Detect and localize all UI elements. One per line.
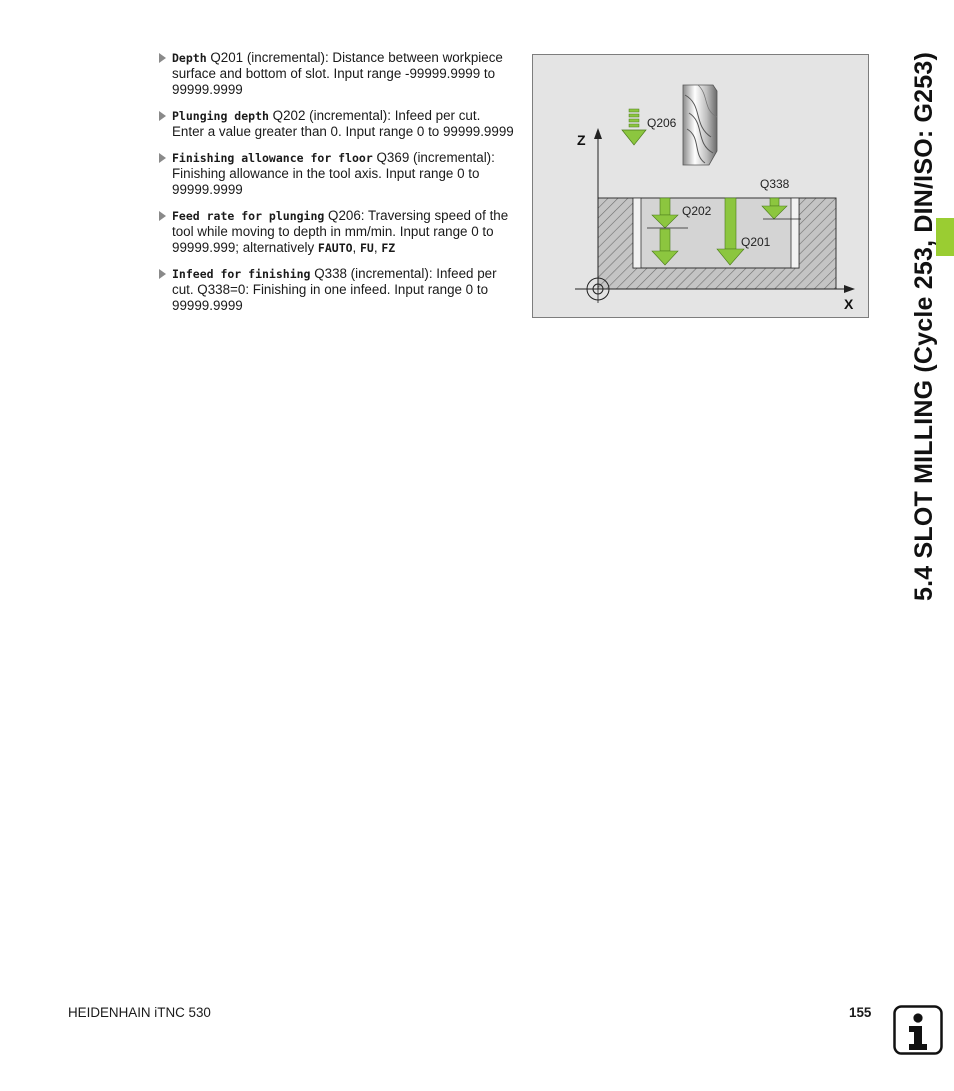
axis-z-label: Z bbox=[577, 132, 586, 148]
label-q202: Q202 bbox=[682, 204, 712, 218]
bullet-arrow-icon bbox=[159, 153, 166, 163]
param-feed-rate-plunging bbox=[158, 208, 514, 256]
param-description: Q202 (incremental): Infeed per cut. Enter a value greater than 0. Input range 0 to 99999.9999 bbox=[172, 108, 514, 139]
label-q206: Q206 bbox=[647, 116, 677, 130]
bullet-arrow-icon bbox=[159, 53, 166, 63]
label-q201: Q201 bbox=[741, 235, 771, 249]
separator: , bbox=[373, 240, 382, 255]
axis-x-label: X bbox=[844, 296, 854, 312]
label-q338: Q338 bbox=[760, 177, 790, 191]
param-description: Q206: Traversing speed of the tool while moving to depth in mm/min. Input range 0 to 99999.999; alternatively bbox=[172, 208, 509, 255]
info-icon bbox=[893, 1005, 943, 1060]
feed-option-fu: FU bbox=[360, 241, 374, 255]
param-keyword: Plunging depth bbox=[172, 109, 269, 123]
param-keyword: Depth bbox=[172, 51, 207, 65]
feed-option-fz: FZ bbox=[381, 241, 396, 255]
slot-milling-diagram bbox=[532, 54, 869, 318]
feed-option-fauto: FAUTO bbox=[317, 241, 353, 255]
page-number: 155 bbox=[849, 1005, 872, 1020]
separator: , bbox=[352, 240, 360, 255]
param-keyword: Infeed for finishing bbox=[172, 267, 311, 281]
param-keyword: Feed rate for plunging bbox=[172, 209, 325, 223]
param-keyword: Finishing allowance for floor bbox=[172, 151, 373, 165]
feed-rate-arrow-icon bbox=[622, 109, 646, 145]
workpiece bbox=[598, 198, 836, 289]
bullet-arrow-icon bbox=[159, 211, 166, 221]
origin-icon bbox=[587, 277, 609, 303]
param-depth bbox=[158, 50, 514, 98]
bullet-arrow-icon bbox=[159, 111, 166, 121]
chapter-title bbox=[899, 42, 951, 610]
chapter-title-text: 5.4 SLOT MILLING (Cycle 253, DIN/ISO: G253) bbox=[910, 51, 939, 601]
param-description: Q201 (incremental): Distance between workpiece surface and bottom of slot. Input range -99999.9999 to 99999.9999 bbox=[172, 50, 503, 97]
end-mill-tool-icon bbox=[683, 85, 717, 165]
parameter-list bbox=[158, 50, 514, 324]
param-finishing-allowance bbox=[158, 150, 514, 198]
param-description: Q369 (incremental): Finishing allowance in the tool axis. Input range 0 to 99999.9999 bbox=[172, 150, 495, 197]
footer-brand: HEIDENHAIN iTNC 530 bbox=[68, 1005, 211, 1020]
param-plunging-depth bbox=[158, 108, 514, 140]
param-infeed-finishing bbox=[158, 266, 514, 314]
param-description: Q338 (incremental): Infeed per cut. Q338=0: Finishing in one infeed. Input range 0 to 99999.9999 bbox=[172, 266, 497, 313]
bullet-arrow-icon bbox=[159, 269, 166, 279]
